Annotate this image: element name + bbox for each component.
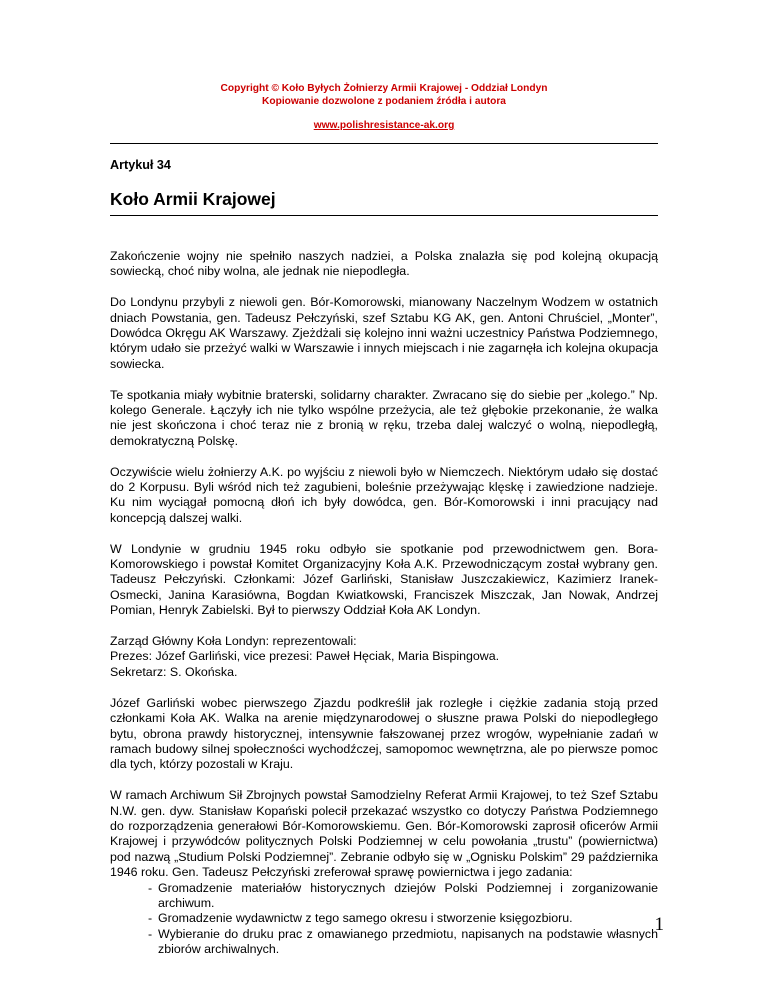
article-body [110,249,658,958]
board-intro: Zarząd Główny Koła Londyn: reprezentowali: [110,634,357,649]
website-link[interactable]: www.polishresistance-ak.org [313,120,455,131]
paragraph: Józef Garliński wobec pierwszego Zjazdu podkreślił jak rozległe i ciężkie zadania stoją przed członkami Koła AK. Walka na arenie międzynarodowej o słuszne prawa Polski do niepodległego bytu, obrona prawdy historycznej, intensywnie fałszowanej przez wrogów, wypełnianie zadań w ramach budowy silnej społeczności wychodźczej, samopomoc wewnętrzna, ale po pierwsze pomoc dla tych, którzy pozostali w Kraju. [110,695,658,772]
board-line-secretary: Sekretarz: S. Okońska. [110,664,238,679]
paragraph: W ramach Archiwum Sił Zbrojnych powstał Samodzielny Referat Armii Krajowej, to też Szef Sztabu N.W. gen. dyw. Stanisław Kopański polecił przekazać wszystko co dotyczy Państwa Podziemnego do rozporządzenia generałowi Bór-Komorowskiemu. Gen. Bór-Komorowski zaprosił oficerów Armii Krajowej i przywódców politycznych Polski Podziemnej w celu powołania „trustu” (powiernictwa) pod nazwą „Studium Polski Podziemnej”. Zebranie odbyło się w „Ognisku Polskim” 29 października 1946 roku. Gen. Tadeusz Pełczyński zreferował sprawę powiernictwa i jego zadania: [110,788,658,880]
article-title: Koło Armii Krajowej [110,189,276,209]
list-item: - Wybieranie do druku prac z omawianego przedmiotu, napisanych na podstawie własnych zbiorów archiwalnych. [148,927,658,958]
board-members [110,634,658,680]
article-number: Artykuł 34 [110,158,171,172]
board-line-president: Prezes: Józef Garliński, vice prezesi: Paweł Hęciak, Maria Bispingowa. [110,649,500,664]
list-item: - Gromadzenie materiałów historycznych dziejów Polski Podziemnej i zorganizowanie archiwum. [148,881,658,912]
divider-top [110,143,658,144]
paragraph: W Londynie w grudniu 1945 roku odbyło sie spotkanie pod przewodnictwem gen. Bora-Komorowskiego i powstał Komitet Organizacyjny Koła A.K. Przewodniczącym został wybrany gen. Tadeusz Pełczyński. Członkami: Józef Garliński, Stanisław Juszczakiewicz, Kazimierz Iranek-Osmecki, Janina Karasiówna, Bogdan Kwiatkowski, Franciszek Miszczak, Jan Nowak, Andrzej Pomian, Henryk Zabielski. Był to pierwszy Oddział Koła AK Londyn. [110,541,658,618]
page-number: 1 [654,914,664,935]
copyright-line: Copyright © Koło Byłych Żołnierzy Armii Krajowej - Oddział Londyn [220,83,548,94]
divider-title [110,215,658,216]
paragraph: Oczywiście wielu żołnierzy A.K. po wyjściu z niewoli było w Niemczech. Niektórym udało się dostać do 2 Korpusu. Byli wśród nich też zagubieni, boleśnie przeżywając klęskę i zawiedzione nadzieje. Ku nim wyciągał pomocną dłoń ich były dowódca, gen. Bór-Komorowski i inni pracujący nad koncepcją dalszej walki. [110,464,658,525]
task-list [110,881,658,958]
paragraph: Do Londynu przybyli z niewoli gen. Bór-Komorowski, mianowany Naczelnym Wodzem w ostatnich dniach Powstania, gen. Tadeusz Pełczyński, szef Sztabu KG AK, gen. Antoni Chruściel, „Monter”, Dowódca Okręgu AK Warszawy. Zjeżdżali się kolejno inni ważni uczestnicy Państwa Podziemnego, którym udało sie przeżyć walki w Warszawie i innych miejscach i nie zagarnęła ich kolejna okupacja sowiecka. [110,295,658,371]
copy-notice: Kopiowanie dozwolone z podaniem źródła i autora [262,96,506,107]
paragraph: Te spotkania miały wybitnie braterski, solidarny charakter. Zwracano się do siebie per „kolego.” Np. kolego Generale. Łączyły ich nie tylko wspólne przeżycia, ale też głębokie przekonanie, że walka nie jest skończona i choć teraz nie z bronią w ręku, trzeba dalej walczyć o wolną, niepodległą, demokratyczną Polskę. [110,387,658,448]
copyright-header [110,82,658,131]
list-item: - Gromadzenie wydawnictw z tego samego okresu i stworzenie księgozbioru. [148,911,658,926]
paragraph: Zakończenie wojny nie spełniło naszych nadziei, a Polska znalazła się pod kolejną okupacją sowiecką, choć niby wolna, ale jednak nie niepodległa. [110,249,658,279]
